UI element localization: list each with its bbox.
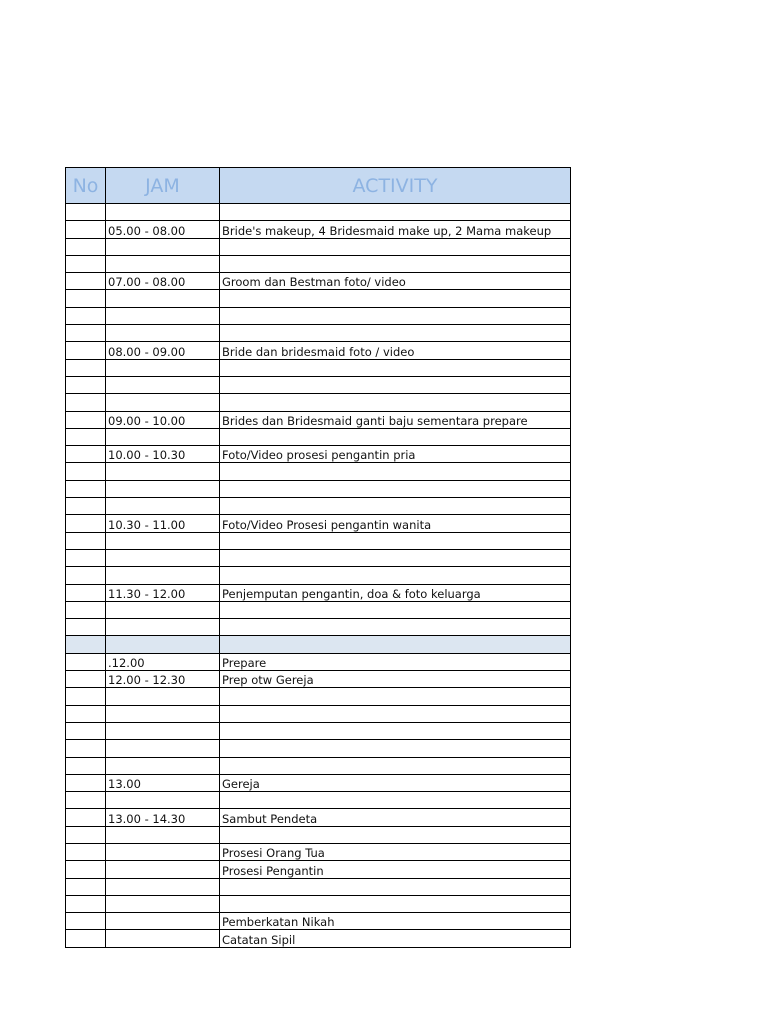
- jam-cell[interactable]: 09.00 - 10.00: [106, 411, 220, 428]
- activity-cell[interactable]: [220, 532, 571, 549]
- no-cell[interactable]: [66, 325, 106, 342]
- table-row: [66, 671, 571, 688]
- activity-cell[interactable]: [220, 463, 571, 480]
- activity-cell[interactable]: [220, 549, 571, 566]
- table-row: [66, 653, 571, 670]
- no-cell[interactable]: [66, 861, 106, 878]
- jam-cell[interactable]: 12.00 - 12.30: [106, 671, 220, 688]
- activity-cell[interactable]: Foto/Video Prosesi pengantin wanita: [220, 515, 571, 532]
- jam-cell[interactable]: [106, 895, 220, 912]
- table-row: [66, 515, 571, 532]
- no-cell[interactable]: [66, 930, 106, 947]
- no-cell[interactable]: [66, 204, 106, 221]
- jam-cell[interactable]: [106, 480, 220, 497]
- jam-cell[interactable]: [106, 740, 220, 757]
- jam-cell[interactable]: [106, 394, 220, 411]
- jam-cell[interactable]: 13.00: [106, 774, 220, 791]
- table-row: [66, 273, 571, 290]
- no-cell[interactable]: [66, 515, 106, 532]
- activity-cell[interactable]: [220, 895, 571, 912]
- jam-cell[interactable]: [106, 705, 220, 722]
- jam-cell[interactable]: [106, 532, 220, 549]
- no-cell[interactable]: [66, 376, 106, 393]
- jam-cell[interactable]: [106, 861, 220, 878]
- table-row: [66, 325, 571, 342]
- no-cell[interactable]: [66, 774, 106, 791]
- no-cell[interactable]: [66, 359, 106, 376]
- activity-cell[interactable]: [220, 567, 571, 584]
- schedule-sheet: [65, 167, 571, 948]
- activity-cell[interactable]: [220, 204, 571, 221]
- jam-cell[interactable]: 10.30 - 11.00: [106, 515, 220, 532]
- jam-cell[interactable]: .12.00: [106, 653, 220, 670]
- table-row: [66, 688, 571, 705]
- activity-cell[interactable]: [220, 376, 571, 393]
- table-row: [66, 792, 571, 809]
- no-cell[interactable]: [66, 238, 106, 255]
- table-row: [66, 567, 571, 584]
- schedule-body: [66, 204, 571, 948]
- table-row: [66, 895, 571, 912]
- activity-cell[interactable]: [220, 255, 571, 272]
- table-row: [66, 722, 571, 739]
- table-row: [66, 705, 571, 722]
- table-row: [66, 913, 571, 930]
- jam-cell[interactable]: [106, 757, 220, 774]
- activity-cell[interactable]: Gereja: [220, 774, 571, 791]
- jam-cell[interactable]: [106, 307, 220, 324]
- schedule-table: [65, 167, 571, 948]
- jam-cell[interactable]: [106, 601, 220, 618]
- activity-cell[interactable]: Prosesi Orang Tua: [220, 843, 571, 860]
- no-cell[interactable]: [66, 722, 106, 739]
- activity-cell[interactable]: [220, 394, 571, 411]
- no-cell[interactable]: [66, 913, 106, 930]
- no-cell[interactable]: [66, 567, 106, 584]
- jam-cell[interactable]: [106, 930, 220, 947]
- header-activity[interactable]: ACTIVITY: [220, 168, 571, 204]
- no-cell[interactable]: [66, 463, 106, 480]
- table-row: [66, 740, 571, 757]
- activity-cell[interactable]: [220, 238, 571, 255]
- jam-cell[interactable]: [106, 722, 220, 739]
- activity-cell[interactable]: [220, 307, 571, 324]
- no-cell[interactable]: [66, 826, 106, 843]
- table-row: [66, 428, 571, 445]
- table-row: [66, 584, 571, 601]
- no-cell[interactable]: [66, 688, 106, 705]
- jam-cell[interactable]: [106, 290, 220, 307]
- activity-cell[interactable]: [220, 740, 571, 757]
- no-cell[interactable]: [66, 757, 106, 774]
- jam-cell[interactable]: [106, 376, 220, 393]
- activity-cell[interactable]: [220, 878, 571, 895]
- jam-cell[interactable]: [106, 619, 220, 636]
- jam-cell[interactable]: [106, 549, 220, 566]
- table-row: [66, 601, 571, 618]
- activity-cell[interactable]: Bride's makeup, 4 Bridesmaid make up, 2 Mama makeup: [220, 221, 571, 238]
- jam-cell[interactable]: [106, 792, 220, 809]
- jam-cell[interactable]: [106, 688, 220, 705]
- activity-cell[interactable]: Catatan Sipil: [220, 930, 571, 947]
- no-cell[interactable]: [66, 792, 106, 809]
- table-row: [66, 809, 571, 826]
- table-row: [66, 549, 571, 566]
- no-cell[interactable]: [66, 428, 106, 445]
- table-row: [66, 446, 571, 463]
- table-row: [66, 204, 571, 221]
- jam-cell[interactable]: [106, 238, 220, 255]
- no-cell[interactable]: [66, 740, 106, 757]
- jam-cell[interactable]: [106, 636, 220, 653]
- table-row: [66, 463, 571, 480]
- table-row: [66, 480, 571, 497]
- activity-cell[interactable]: Prosesi Pengantin: [220, 861, 571, 878]
- jam-cell[interactable]: 13.00 - 14.30: [106, 809, 220, 826]
- table-row: [66, 221, 571, 238]
- table-row: [66, 238, 571, 255]
- jam-cell[interactable]: 11.30 - 12.00: [106, 584, 220, 601]
- table-row: [66, 930, 571, 947]
- table-row: [66, 532, 571, 549]
- activity-cell[interactable]: [220, 325, 571, 342]
- activity-cell[interactable]: [220, 722, 571, 739]
- activity-cell[interactable]: [220, 290, 571, 307]
- jam-cell[interactable]: [106, 428, 220, 445]
- no-cell[interactable]: [66, 653, 106, 670]
- table-row: [66, 878, 571, 895]
- activity-cell[interactable]: [220, 619, 571, 636]
- table-row: [66, 307, 571, 324]
- activity-cell[interactable]: [220, 498, 571, 515]
- no-cell[interactable]: [66, 394, 106, 411]
- table-row: [66, 394, 571, 411]
- no-cell[interactable]: [66, 636, 106, 653]
- no-cell[interactable]: [66, 809, 106, 826]
- table-row: [66, 636, 571, 653]
- activity-cell[interactable]: [220, 428, 571, 445]
- no-cell[interactable]: [66, 342, 106, 359]
- jam-cell[interactable]: [106, 878, 220, 895]
- no-cell[interactable]: [66, 290, 106, 307]
- table-row: [66, 359, 571, 376]
- no-cell[interactable]: [66, 878, 106, 895]
- activity-cell[interactable]: Bride dan bridesmaid foto / video: [220, 342, 571, 359]
- jam-cell[interactable]: [106, 498, 220, 515]
- no-cell[interactable]: [66, 549, 106, 566]
- activity-cell[interactable]: [220, 705, 571, 722]
- activity-cell[interactable]: Sambut Pendeta: [220, 809, 571, 826]
- no-cell[interactable]: [66, 411, 106, 428]
- jam-cell[interactable]: [106, 913, 220, 930]
- activity-cell[interactable]: Foto/Video prosesi pengantin pria: [220, 446, 571, 463]
- activity-cell[interactable]: [220, 792, 571, 809]
- jam-cell[interactable]: [106, 843, 220, 860]
- jam-cell[interactable]: 07.00 - 08.00: [106, 273, 220, 290]
- header-jam[interactable]: JAM: [106, 168, 220, 204]
- table-row: [66, 619, 571, 636]
- table-row: [66, 757, 571, 774]
- activity-cell[interactable]: [220, 688, 571, 705]
- table-row: [66, 861, 571, 878]
- activity-cell[interactable]: [220, 480, 571, 497]
- table-row: [66, 342, 571, 359]
- no-cell[interactable]: [66, 895, 106, 912]
- no-cell[interactable]: [66, 843, 106, 860]
- activity-cell[interactable]: Prepare: [220, 653, 571, 670]
- activity-cell[interactable]: Penjemputan pengantin, doa & foto keluarga: [220, 584, 571, 601]
- activity-cell[interactable]: [220, 826, 571, 843]
- jam-cell[interactable]: [106, 325, 220, 342]
- no-cell[interactable]: [66, 480, 106, 497]
- jam-cell[interactable]: 05.00 - 08.00: [106, 221, 220, 238]
- no-cell[interactable]: [66, 446, 106, 463]
- jam-cell[interactable]: [106, 359, 220, 376]
- activity-cell[interactable]: Prep otw Gereja: [220, 671, 571, 688]
- no-cell[interactable]: [66, 671, 106, 688]
- no-cell[interactable]: [66, 619, 106, 636]
- activity-cell[interactable]: Groom dan Bestman foto/ video: [220, 273, 571, 290]
- jam-cell[interactable]: [106, 463, 220, 480]
- activity-cell[interactable]: [220, 601, 571, 618]
- table-row: [66, 826, 571, 843]
- no-cell[interactable]: [66, 307, 106, 324]
- jam-cell[interactable]: [106, 255, 220, 272]
- table-row: [66, 774, 571, 791]
- table-row: [66, 376, 571, 393]
- jam-cell[interactable]: [106, 204, 220, 221]
- jam-cell[interactable]: 10.00 - 10.30: [106, 446, 220, 463]
- activity-cell[interactable]: Pemberkatan Nikah: [220, 913, 571, 930]
- jam-cell[interactable]: [106, 567, 220, 584]
- jam-cell[interactable]: [106, 826, 220, 843]
- table-row: [66, 411, 571, 428]
- no-cell[interactable]: [66, 221, 106, 238]
- table-row: [66, 255, 571, 272]
- activity-cell[interactable]: [220, 359, 571, 376]
- no-cell[interactable]: [66, 255, 106, 272]
- header-row: [66, 168, 571, 204]
- no-cell[interactable]: [66, 273, 106, 290]
- activity-cell[interactable]: Brides dan Bridesmaid ganti baju sementara prepare: [220, 411, 571, 428]
- jam-cell[interactable]: 08.00 - 09.00: [106, 342, 220, 359]
- no-cell[interactable]: [66, 584, 106, 601]
- activity-cell[interactable]: [220, 757, 571, 774]
- no-cell[interactable]: [66, 601, 106, 618]
- no-cell[interactable]: [66, 532, 106, 549]
- table-row: [66, 498, 571, 515]
- no-cell[interactable]: [66, 705, 106, 722]
- table-row: [66, 843, 571, 860]
- header-no[interactable]: No: [66, 168, 106, 204]
- table-row: [66, 290, 571, 307]
- activity-cell[interactable]: [220, 636, 571, 653]
- no-cell[interactable]: [66, 498, 106, 515]
